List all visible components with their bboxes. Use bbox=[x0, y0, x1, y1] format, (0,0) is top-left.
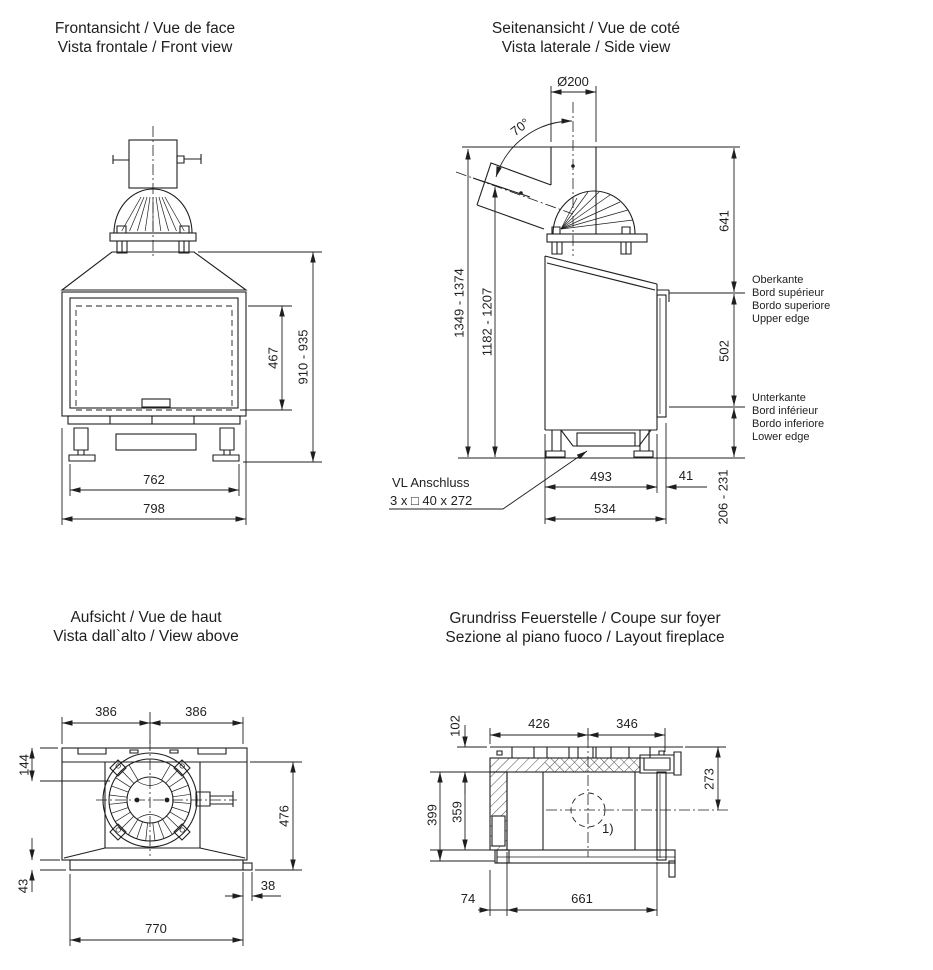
stub-axis-dot bbox=[519, 191, 523, 195]
vl-connection-note bbox=[389, 451, 587, 509]
dim-label-38: 38 bbox=[260, 878, 276, 893]
dim-flue-axis-offset bbox=[685, 747, 726, 810]
dim-label-70deg: 70° bbox=[507, 115, 533, 139]
dim-label-641: 641 bbox=[716, 210, 732, 232]
frame-step bbox=[657, 290, 669, 302]
layout-view bbox=[425, 610, 729, 916]
dim-label-41: 41 bbox=[678, 468, 694, 483]
angled-stub bbox=[477, 163, 551, 229]
right-wall bbox=[657, 772, 666, 860]
side-title-line2: Vista laterale / Side view bbox=[501, 39, 671, 56]
front-title-line2: Vista frontale / Front view bbox=[57, 39, 233, 56]
dim-front-left-offset bbox=[461, 852, 657, 916]
heat-exchanger-tabs bbox=[497, 747, 664, 758]
dim-upper-to-lower-edge bbox=[669, 293, 745, 407]
firebox-interior bbox=[507, 772, 657, 850]
footnote-marker: 1) bbox=[602, 821, 614, 836]
dim-label-74: 74 bbox=[460, 891, 476, 906]
axis-dot bbox=[571, 164, 575, 168]
side-drawing bbox=[456, 102, 740, 457]
dim-label-1349-1374: 1349 - 1374 bbox=[451, 268, 467, 338]
top-view bbox=[16, 609, 303, 946]
layout-drawing bbox=[490, 737, 728, 877]
lower-edge-labels bbox=[752, 392, 824, 443]
crosshair-layout bbox=[546, 737, 728, 857]
lower-edge-it: Bordo inferiore bbox=[752, 418, 825, 430]
dim-depth bbox=[250, 762, 302, 870]
dim-label-diameter: Ø200 bbox=[557, 74, 589, 89]
top-title-line1: Aufsicht / Vue de haut bbox=[70, 609, 222, 626]
air-control bbox=[142, 399, 170, 407]
dim-top-to-upper-edge bbox=[717, 148, 735, 292]
front-frame-panel bbox=[657, 295, 666, 417]
upper-edge-de: Oberkante bbox=[752, 274, 804, 286]
dim-label-493: 493 bbox=[590, 469, 612, 484]
dim-rear-offset bbox=[637, 468, 707, 487]
lower-edge-fr: Bord inférieur bbox=[752, 405, 819, 417]
vl-note-line2: 3 x □ 40 x 272 bbox=[390, 493, 473, 508]
rail-ticks bbox=[110, 416, 194, 424]
legs bbox=[74, 428, 234, 455]
dim-label-144: 144 bbox=[16, 754, 32, 776]
dim-base-width bbox=[70, 872, 243, 946]
base-duct bbox=[116, 434, 196, 450]
door-glass bbox=[76, 306, 232, 410]
dim-label-43: 43 bbox=[15, 878, 31, 894]
lower-edge-en: Lower edge bbox=[752, 431, 810, 443]
air-inlet-box bbox=[492, 816, 505, 846]
lower-edge-de: Unterkante bbox=[752, 392, 806, 404]
dome-collar-side bbox=[547, 234, 647, 242]
front-title-line1: Frontansicht / Vue de face bbox=[54, 20, 236, 37]
damper-handle-left bbox=[113, 155, 129, 164]
hood-panels-top bbox=[64, 762, 245, 858]
dim-rear-depth bbox=[17, 748, 111, 781]
layout-title-line2: Sezione al piano fuoco / Layout fireplace bbox=[445, 629, 725, 646]
bottom-rail bbox=[68, 416, 240, 424]
dim-label-346: 346 bbox=[616, 716, 638, 731]
dim-label-770: 770 bbox=[145, 921, 167, 936]
side-title-line1: Seitenansicht / Vue de coté bbox=[491, 20, 681, 37]
dim-flue-outlet-height-range bbox=[480, 187, 496, 457]
damper-rod bbox=[196, 791, 233, 807]
collar-studs-side bbox=[552, 242, 631, 254]
feet bbox=[69, 455, 239, 461]
dim-label-467: 467 bbox=[265, 347, 281, 369]
dim-label-386-left: 386 bbox=[95, 704, 117, 719]
dim-rear-band-depth bbox=[430, 715, 490, 794]
dim-label-386-right: 386 bbox=[185, 704, 207, 719]
upper-edge-en: Upper edge bbox=[752, 313, 810, 325]
dome-ribs bbox=[122, 197, 185, 231]
layout-title-line1: Grundriss Feuerstelle / Coupe sur foyer bbox=[449, 610, 721, 627]
dim-front-glass-height bbox=[240, 306, 292, 410]
dim-interior-width bbox=[507, 891, 657, 910]
dim-label-476: 476 bbox=[276, 805, 292, 827]
firebox-body bbox=[62, 292, 246, 416]
dim-label-762: 762 bbox=[143, 472, 165, 487]
dim-label-798: 798 bbox=[143, 501, 165, 516]
feet-side bbox=[546, 451, 653, 457]
damper-handle-right bbox=[177, 154, 201, 164]
top-drawing bbox=[62, 740, 252, 870]
dim-label-273: 273 bbox=[701, 768, 717, 790]
dim-label-206-231: 206 - 231 bbox=[715, 469, 731, 525]
hood bbox=[62, 252, 246, 290]
vl-note-line1: VL Anschluss bbox=[392, 475, 470, 490]
dim-overall-depth bbox=[545, 501, 666, 519]
upper-edge-labels bbox=[752, 274, 830, 325]
side-step bbox=[243, 863, 252, 870]
side-view bbox=[389, 20, 830, 524]
dim-flue-diameter bbox=[551, 74, 596, 142]
door-frame bbox=[70, 298, 238, 408]
front-frame-band bbox=[497, 850, 675, 863]
dim-flue-angle bbox=[496, 115, 572, 177]
top-title-line2: Vista dall`alto / View above bbox=[53, 628, 239, 645]
dim-overall-height-range bbox=[452, 149, 469, 457]
base-lip-strip bbox=[70, 860, 243, 870]
front-drawing bbox=[62, 126, 246, 461]
dim-label-426: 426 bbox=[528, 716, 550, 731]
vl-duct-box bbox=[577, 433, 635, 446]
dim-label-910-935: 910 - 935 bbox=[295, 329, 311, 385]
dim-front-foot-width bbox=[70, 464, 239, 496]
body-side bbox=[545, 256, 657, 430]
base-recess bbox=[561, 430, 651, 446]
upper-edge-it: Bordo superiore bbox=[752, 300, 831, 312]
front-view bbox=[55, 20, 322, 525]
dim-label-1182-1207: 1182 - 1207 bbox=[479, 287, 495, 357]
dim-top-half-widths bbox=[62, 704, 243, 744]
dim-label-534: 534 bbox=[594, 501, 616, 516]
dim-label-102: 102 bbox=[447, 715, 463, 737]
rear-wall-crosshatch bbox=[545, 758, 640, 772]
dim-lower-clearance bbox=[716, 408, 735, 524]
dim-base-lip bbox=[16, 838, 67, 893]
dim-front-overall-height bbox=[198, 252, 322, 462]
dim-side-step bbox=[225, 872, 281, 901]
dim-label-661: 661 bbox=[571, 891, 593, 906]
dim-label-359: 359 bbox=[449, 801, 465, 823]
dim-label-399: 399 bbox=[424, 804, 440, 826]
dim-label-502: 502 bbox=[716, 340, 732, 362]
upper-edge-fr: Bord supérieur bbox=[752, 287, 825, 299]
